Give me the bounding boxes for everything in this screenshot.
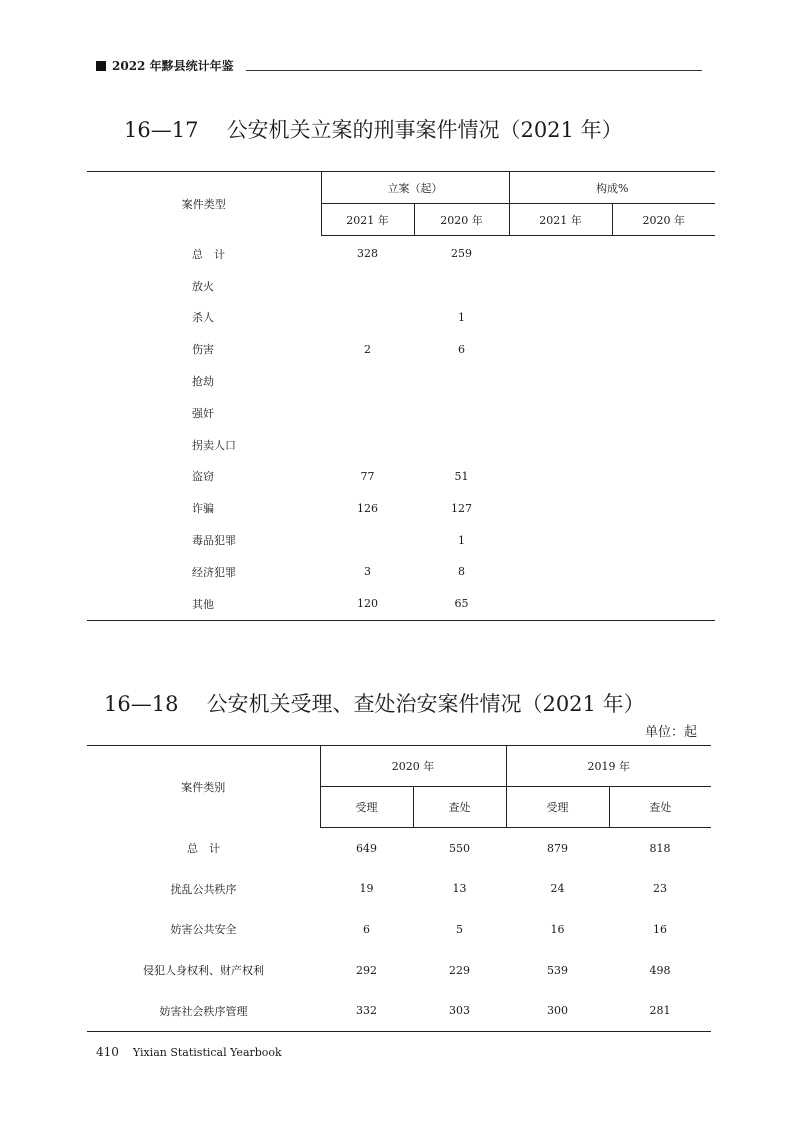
cell-value bbox=[612, 556, 715, 588]
cell-value bbox=[509, 429, 612, 461]
table1-year-header: 2020 年 bbox=[414, 204, 509, 236]
row-label: 侵犯人身权利、财产权利 bbox=[143, 964, 264, 978]
table-row bbox=[87, 236, 715, 270]
table1-group-share: 构成% bbox=[509, 172, 715, 204]
table2 bbox=[87, 745, 711, 1032]
table-row bbox=[87, 333, 715, 365]
cell-value bbox=[321, 270, 414, 302]
cell-value bbox=[612, 270, 715, 302]
cell-value: 8 bbox=[458, 565, 465, 579]
cell-value: 5 bbox=[456, 922, 463, 936]
table-row bbox=[87, 461, 715, 493]
row-label: 毒品犯罪 bbox=[192, 534, 236, 548]
row-label: 诈骗 bbox=[192, 502, 214, 516]
row-label: 盗窃 bbox=[192, 470, 214, 484]
table1-col-type: 案件类型 bbox=[181, 197, 226, 211]
cell-value bbox=[321, 365, 414, 397]
row-label: 伤害 bbox=[192, 343, 214, 357]
cell-value bbox=[321, 429, 414, 461]
table-row bbox=[87, 950, 711, 991]
cell-value bbox=[509, 270, 612, 302]
cell-value: 126 bbox=[357, 501, 378, 515]
cell-value bbox=[509, 365, 612, 397]
table2-sub-header: 查处 bbox=[609, 787, 711, 828]
table2-title-text: 公安机关受理、查处治安案件情况（2021 年） bbox=[206, 692, 645, 716]
table-row bbox=[87, 869, 711, 910]
row-label: 抢劫 bbox=[192, 375, 214, 389]
cell-value bbox=[612, 492, 715, 524]
row-label: 放火 bbox=[192, 279, 214, 293]
cell-value: 649 bbox=[356, 841, 377, 855]
cell-value: 259 bbox=[451, 247, 472, 261]
row-label: 总 计 bbox=[192, 247, 225, 261]
cell-value: 16 bbox=[550, 922, 565, 936]
table2-title bbox=[104, 690, 645, 718]
table1-number: 16—17 bbox=[124, 118, 199, 142]
cell-value: 818 bbox=[649, 841, 671, 855]
table-row bbox=[87, 492, 715, 524]
cell-value bbox=[612, 588, 715, 620]
cell-value: 127 bbox=[451, 501, 472, 515]
cell-value: 1 bbox=[458, 533, 465, 547]
cell-value: 2 bbox=[364, 342, 371, 356]
cell-value bbox=[321, 302, 414, 334]
cell-value bbox=[509, 492, 612, 524]
table2-sub-header: 受理 bbox=[506, 787, 609, 828]
page-footer bbox=[96, 1045, 282, 1060]
cell-value: 16 bbox=[653, 922, 667, 936]
cell-value bbox=[509, 524, 612, 556]
cell-value: 77 bbox=[360, 469, 375, 483]
row-label: 妨害社会秩序管理 bbox=[159, 1004, 248, 1018]
cell-value: 303 bbox=[449, 1004, 470, 1018]
table-row bbox=[87, 588, 715, 620]
cell-value: 3 bbox=[364, 565, 371, 579]
cell-value bbox=[509, 588, 612, 620]
cell-value bbox=[612, 429, 715, 461]
cell-value bbox=[509, 461, 612, 493]
row-label: 经济犯罪 bbox=[192, 565, 236, 579]
cell-value bbox=[509, 236, 612, 270]
table-row bbox=[87, 556, 715, 588]
table-row bbox=[87, 909, 711, 950]
table-row bbox=[87, 429, 715, 461]
table1-year-header: 2021 年 bbox=[321, 204, 414, 236]
table2-col-type: 案件类别 bbox=[181, 780, 226, 794]
table-row bbox=[87, 302, 715, 334]
cell-value bbox=[612, 302, 715, 334]
footer-text: Yixian Statistical Yearbook bbox=[132, 1046, 282, 1059]
cell-value: 328 bbox=[357, 247, 378, 261]
cell-value bbox=[509, 302, 612, 334]
cell-value bbox=[612, 524, 715, 556]
cell-value: 6 bbox=[363, 922, 370, 936]
table2-group-2019: 2019 年 bbox=[506, 746, 711, 787]
header-rule bbox=[246, 70, 702, 71]
cell-value: 24 bbox=[550, 882, 565, 896]
table2-unit: 单位：起 bbox=[645, 725, 698, 740]
table-row bbox=[87, 397, 715, 429]
table2-number: 16—18 bbox=[104, 692, 179, 716]
cell-value: 879 bbox=[547, 841, 568, 855]
table1-group-cases: 立案（起） bbox=[321, 172, 509, 204]
table-row bbox=[87, 365, 715, 397]
table-row bbox=[87, 828, 711, 869]
cell-value: 292 bbox=[356, 963, 377, 977]
table1 bbox=[87, 171, 715, 621]
running-header bbox=[96, 58, 702, 76]
table1-title-text: 公安机关立案的刑事案件情况（2021 年） bbox=[226, 118, 623, 142]
cell-value bbox=[612, 365, 715, 397]
table1-year-header: 2021 年 bbox=[509, 204, 612, 236]
cell-value: 6 bbox=[458, 342, 465, 356]
cell-value: 300 bbox=[547, 1004, 568, 1018]
square-bullet-icon bbox=[96, 61, 106, 71]
page-number: 410 bbox=[96, 1045, 119, 1059]
row-label: 强奸 bbox=[192, 406, 214, 420]
cell-value bbox=[321, 524, 414, 556]
cell-value bbox=[414, 429, 509, 461]
cell-value: 65 bbox=[454, 597, 469, 611]
row-label: 扰乱公共秩序 bbox=[170, 882, 237, 896]
cell-value: 1 bbox=[458, 310, 465, 324]
cell-value bbox=[509, 397, 612, 429]
cell-value bbox=[414, 365, 509, 397]
row-label: 杀人 bbox=[192, 311, 214, 325]
cell-value: 120 bbox=[357, 597, 378, 611]
cell-value: 332 bbox=[356, 1004, 377, 1018]
table-row bbox=[87, 270, 715, 302]
table-row bbox=[87, 990, 711, 1031]
row-label: 拐卖人口 bbox=[192, 438, 236, 452]
cell-value: 539 bbox=[547, 963, 568, 977]
cell-value bbox=[414, 270, 509, 302]
table-row bbox=[87, 524, 715, 556]
table2-group-2020: 2020 年 bbox=[320, 746, 506, 787]
cell-value bbox=[612, 236, 715, 270]
cell-value bbox=[612, 461, 715, 493]
cell-value bbox=[414, 397, 509, 429]
table2-sub-header: 查处 bbox=[413, 787, 506, 828]
cell-value: 229 bbox=[449, 963, 470, 977]
cell-value bbox=[612, 333, 715, 365]
row-label: 其他 bbox=[192, 597, 214, 611]
cell-value: 550 bbox=[449, 841, 470, 855]
row-label: 妨害公共安全 bbox=[170, 923, 237, 937]
table1-title bbox=[124, 116, 623, 144]
cell-value bbox=[509, 333, 612, 365]
table2-sub-header: 受理 bbox=[320, 787, 413, 828]
cell-value bbox=[509, 556, 612, 588]
cell-value: 51 bbox=[454, 469, 469, 483]
cell-value: 19 bbox=[359, 882, 374, 896]
cell-value: 23 bbox=[653, 882, 667, 896]
table1-year-header: 2020 年 bbox=[612, 204, 715, 236]
cell-value: 281 bbox=[649, 1004, 671, 1018]
cell-value bbox=[321, 397, 414, 429]
row-label: 总 计 bbox=[187, 842, 220, 856]
header-text: 2022 年黟县统计年鉴 bbox=[112, 59, 234, 73]
cell-value: 498 bbox=[649, 963, 671, 977]
cell-value: 13 bbox=[452, 882, 467, 896]
cell-value bbox=[612, 397, 715, 429]
